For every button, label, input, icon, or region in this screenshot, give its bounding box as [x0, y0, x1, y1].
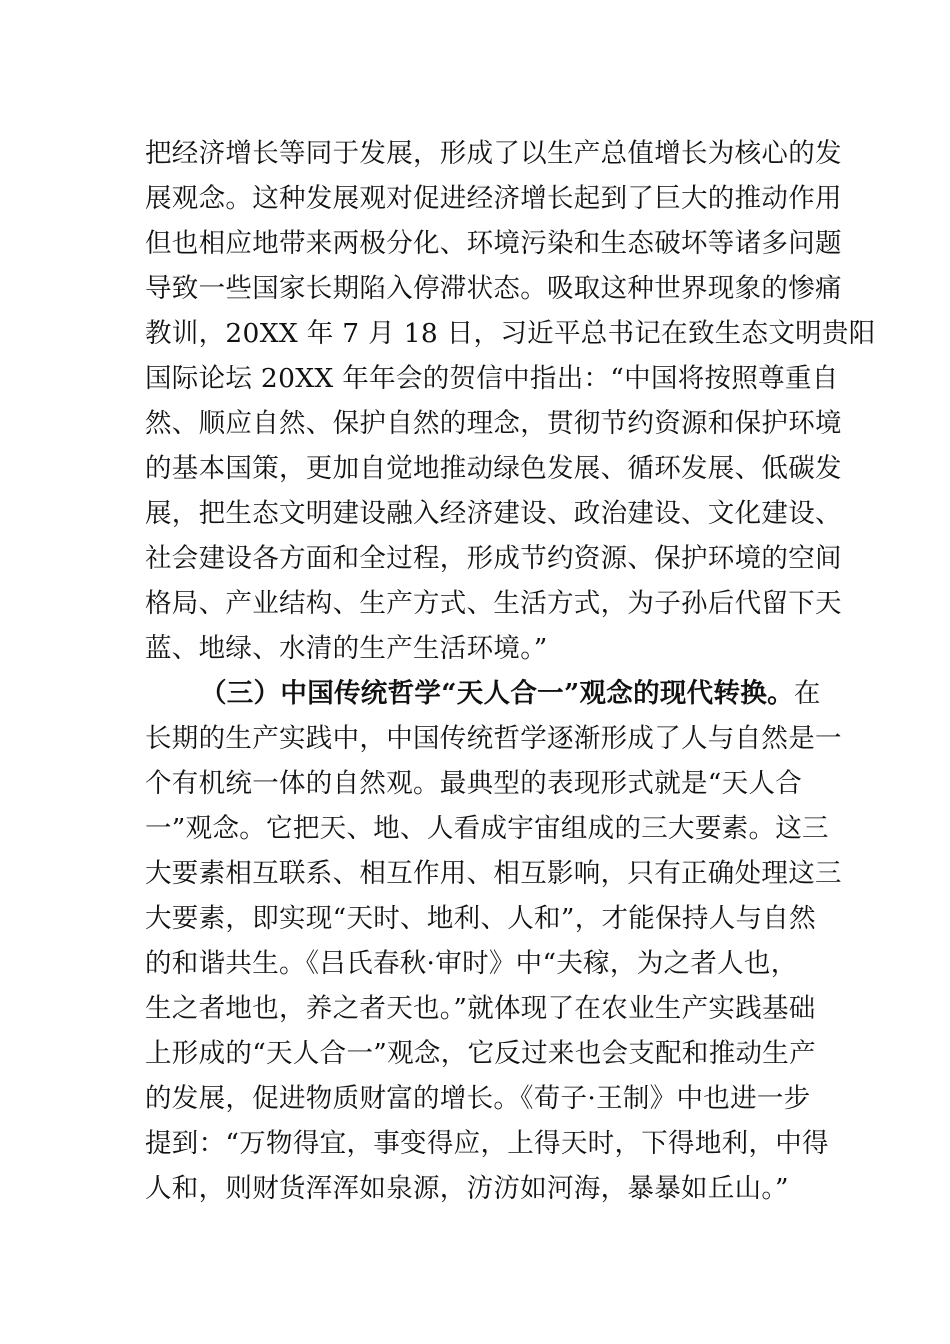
paragraph-line: 展观念。这种发展观对促进经济增长起到了巨大的推动作用 — [145, 183, 842, 214]
paragraph-line: 教训，20XX 年 7 月 18 日，习近平总书记在致生态文明贵阳 — [145, 318, 876, 349]
paragraph-line: 展，把生态文明建设融入经济建设、政治建设、文化建设、 — [145, 498, 842, 529]
paragraph-line: 人和，则财货浑浑如泉源，汸汸如河海，暴暴如丘山。” — [145, 1173, 789, 1204]
paragraph-line: 格局、产业结构、生产方式、生活方式，为子孙后代留下天 — [145, 588, 842, 619]
paragraph-line: 长期的生产实践中，中国传统哲学逐渐形成了人与自然是一 — [145, 723, 842, 754]
section-heading: （三）中国传统哲学“天人合一”观念的现代转换。 — [200, 678, 794, 709]
paragraph-line: 一”观念。它把天、地、人看成宇宙组成的三大要素。这三 — [145, 813, 829, 844]
section-heading-rest: 在 — [793, 678, 821, 709]
paragraph-line: 国际论坛 20XX 年年会的贺信中指出：“中国将按照尊重自 — [145, 363, 839, 394]
paragraph-line: 的和谐共生。《吕氏春秋·审时》中“夫稼，为之者人也， — [145, 948, 798, 979]
paragraph-line: 但也相应地带来两极分化、环境污染和生态破坏等诸多问题 — [145, 228, 842, 259]
paragraph-line: 然、顺应自然、保护自然的理念，贯彻节约资源和保护环境 — [145, 408, 842, 439]
paragraph-line: 大要素相互联系、相互作用、相互影响，只有正确处理这三 — [145, 858, 842, 889]
paragraph-line: 的发展，促进物质财富的增长。《荀子·王制》中也进一步 — [145, 1083, 811, 1114]
paragraph-line: 把经济增长等同于发展，形成了以生产总值增长为核心的发 — [145, 138, 842, 169]
paragraph-line: 生之者地也，养之者天也。”就体现了在农业生产实践基础 — [145, 993, 816, 1024]
paragraph-line: 导致一些国家长期陷入停滞状态。吸取这种世界现象的惨痛 — [145, 273, 842, 304]
paragraph-line: 大要素，即实现“天时、地利、人和”，才能保持人与自然 — [145, 903, 816, 934]
paragraph-line: 社会建设各方面和全过程，形成节约资源、保护环境的空间 — [145, 543, 842, 574]
section-heading-line — [200, 671, 821, 717]
paragraph-line: 的基本国策，更加自觉地推动绿色发展、循环发展、低碳发 — [145, 453, 842, 484]
paragraph-line: 提到：“万物得宜，事变得应，上得天时，下得地利，中得 — [145, 1128, 829, 1159]
paragraph-line: 上形成的“天人合一”观念，它反过来也会支配和推动生产 — [145, 1038, 816, 1069]
paragraph-line: 个有机统一体的自然观。最典型的表现形式就是“天人合 — [145, 768, 803, 799]
paragraph-line: 蓝、地绿、水清的生产生活环境。” — [145, 633, 548, 664]
